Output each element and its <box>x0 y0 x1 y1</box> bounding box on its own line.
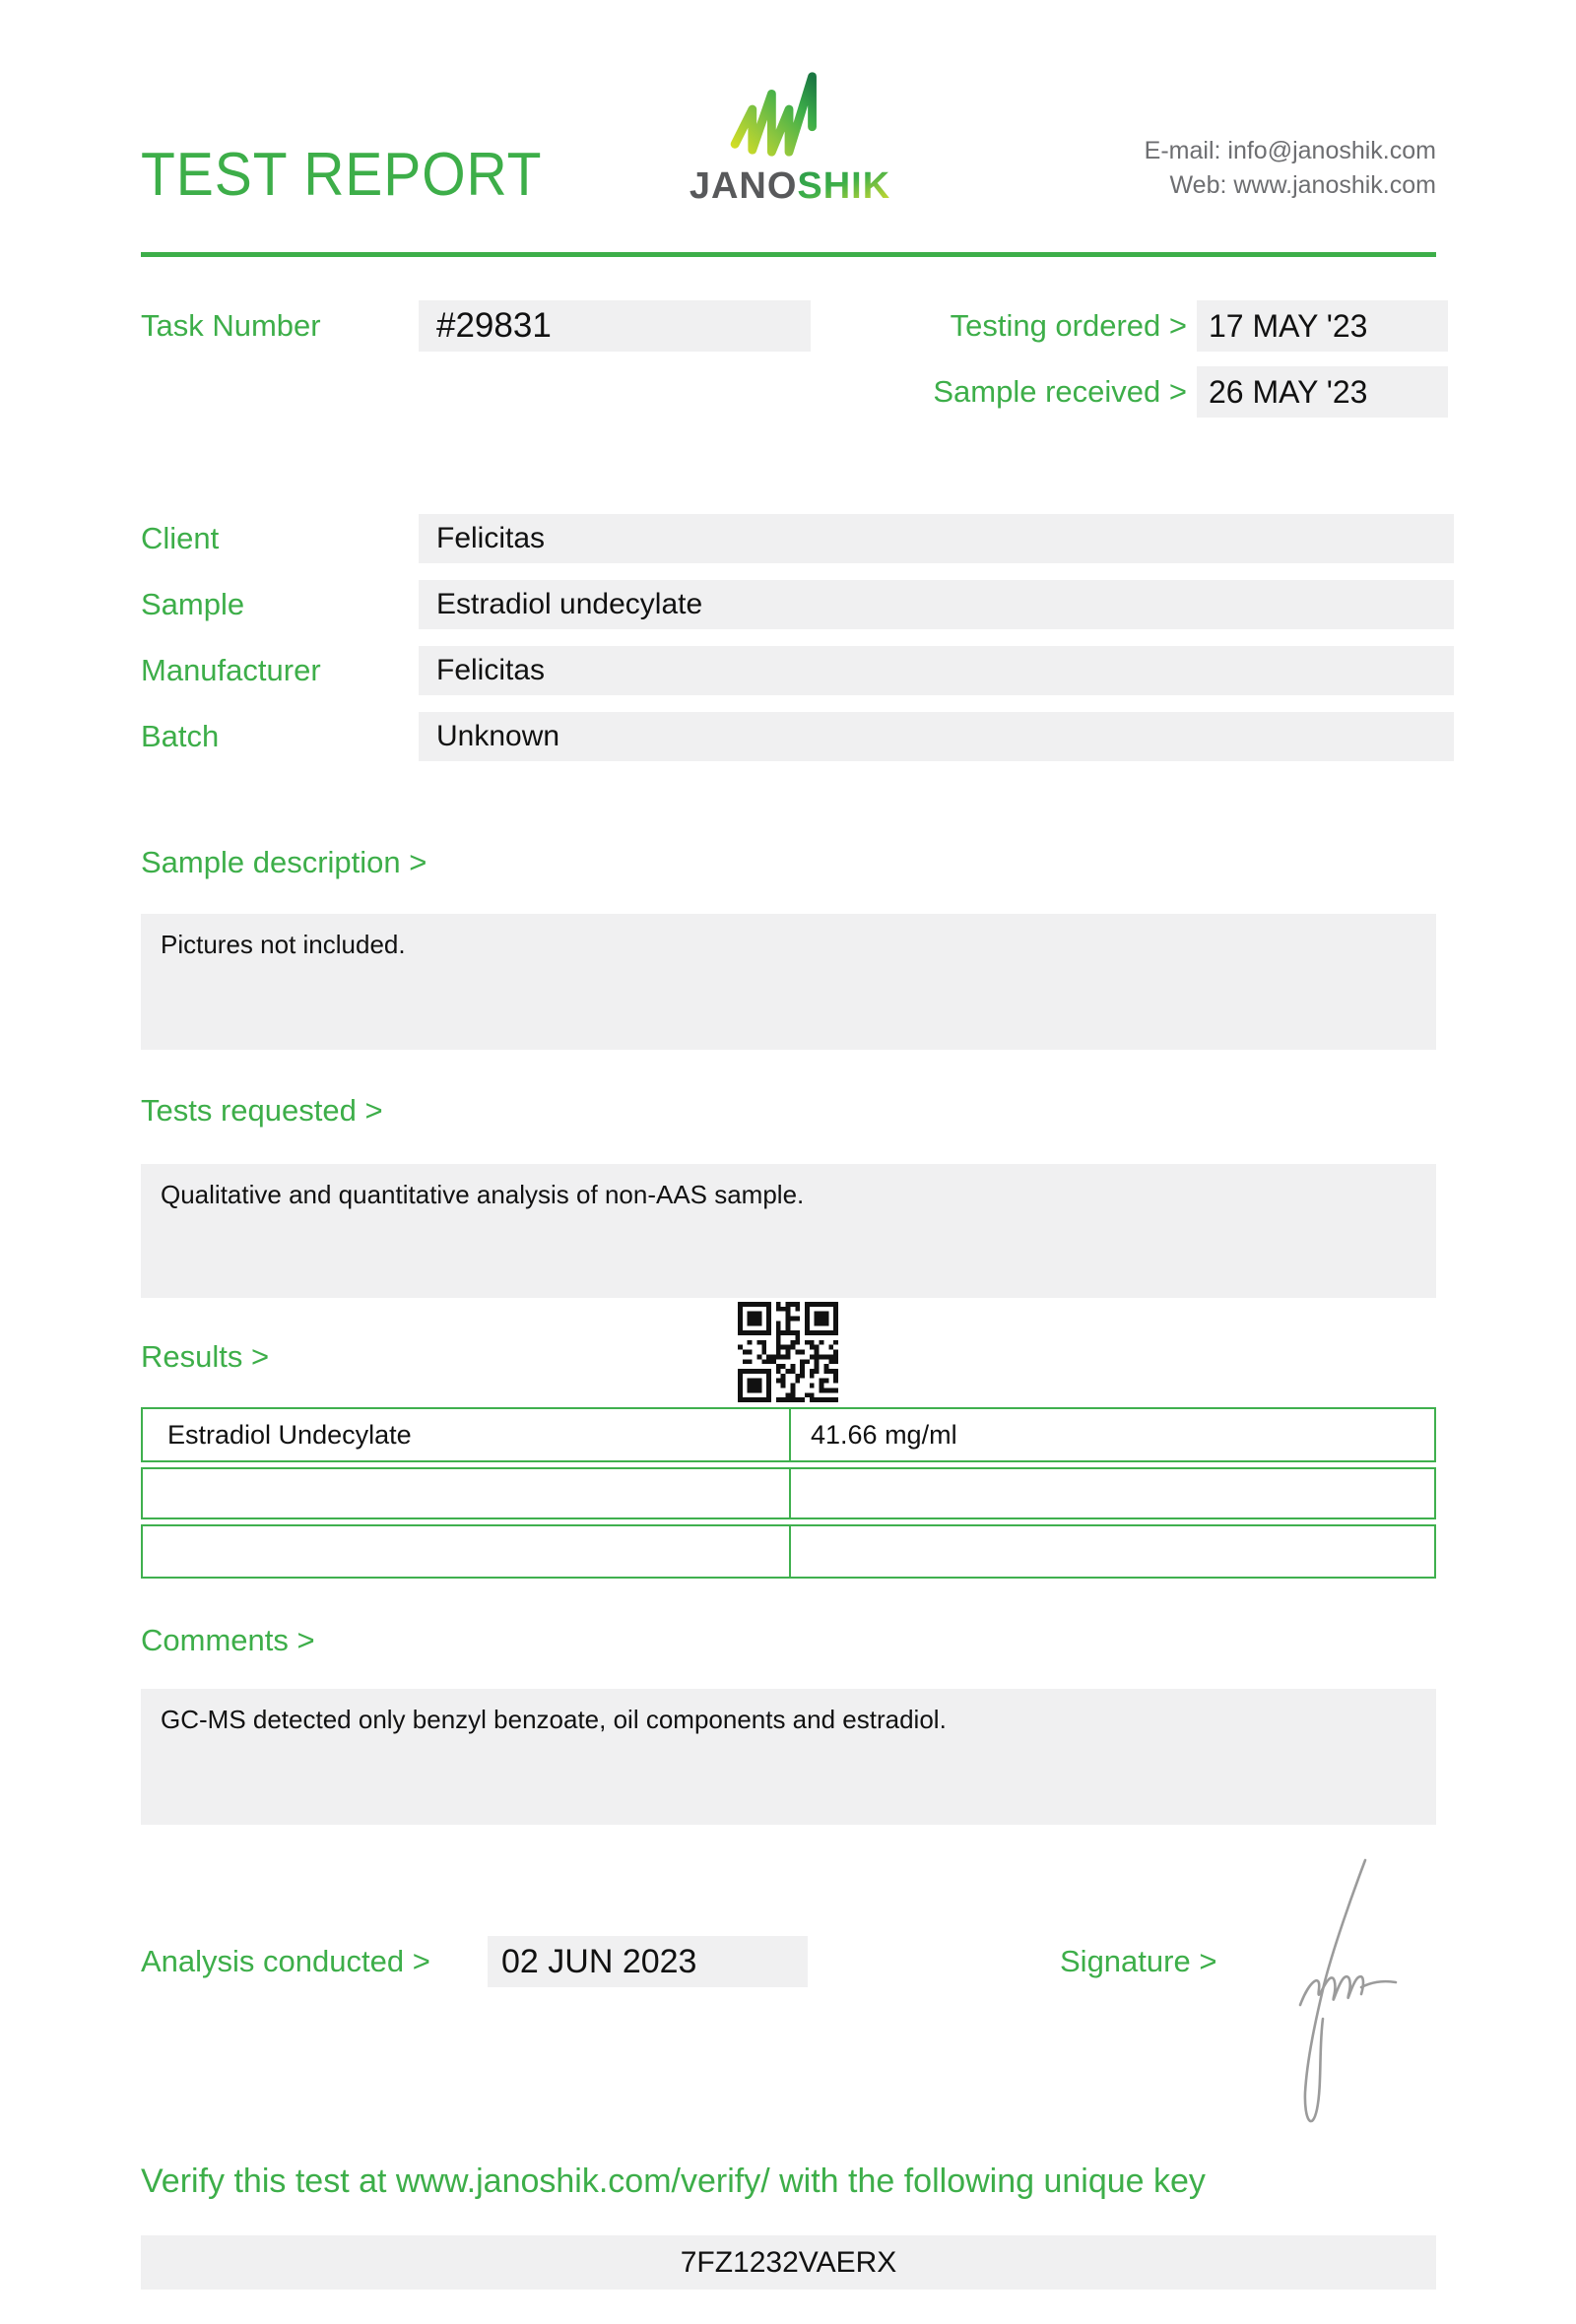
client-value: Felicitas <box>419 514 1454 563</box>
contact-web: Web: www.janoshik.com <box>1169 171 1436 199</box>
testing-ordered-value: 17 MAY '23 <box>1197 300 1448 352</box>
signature-image <box>1279 1855 1409 2142</box>
manufacturer-value: Felicitas <box>419 646 1454 695</box>
task-number-label: Task Number <box>141 308 321 343</box>
sample-value: Estradiol undecylate <box>419 580 1454 629</box>
table-row <box>141 1467 1436 1519</box>
client-label: Client <box>141 521 220 555</box>
sample-received-value: 26 MAY '23 <box>1197 366 1448 418</box>
logo-text-jano: JANO <box>689 165 798 207</box>
analysis-date-value: 02 JUN 2023 <box>488 1936 808 1987</box>
signature-label: Signature > <box>1060 1944 1217 1978</box>
logo-text <box>678 165 902 208</box>
manufacturer-label: Manufacturer <box>141 653 321 687</box>
logo <box>678 65 902 208</box>
sample-label: Sample <box>141 587 245 621</box>
analysis-conducted-label: Analysis conducted > <box>141 1944 430 1978</box>
sample-description-box <box>141 914 1436 1050</box>
comments-text: GC-MS detected only benzyl benzoate, oil components and estradiol. <box>161 1705 947 1734</box>
unique-key-value: 7FZ1232VAERX <box>680 2245 897 2279</box>
tests-requested-box <box>141 1164 1436 1298</box>
result-value-cell <box>791 1526 1434 1577</box>
task-number-value: #29831 <box>419 300 811 352</box>
table-row <box>141 1524 1436 1579</box>
page-title: TEST REPORT <box>141 141 543 209</box>
table-row <box>141 1407 1436 1462</box>
comments-box <box>141 1689 1436 1825</box>
result-substance-cell <box>143 1469 791 1517</box>
sample-description-heading: Sample description > <box>141 845 427 879</box>
testing-ordered-label: Testing ordered > <box>950 308 1187 343</box>
result-value-cell <box>791 1469 1434 1517</box>
results-heading: Results > <box>141 1339 270 1374</box>
sample-received-label: Sample received > <box>933 374 1187 409</box>
sample-description-text: Pictures not included. <box>161 930 406 959</box>
tests-requested-heading: Tests requested > <box>141 1093 383 1128</box>
logo-text-shik: SHIK <box>797 165 891 207</box>
contact-email: E-mail: info@janoshik.com <box>1144 137 1436 164</box>
result-value-cell: 41.66 mg/ml <box>811 1419 957 1450</box>
batch-label: Batch <box>141 719 220 753</box>
header-divider <box>141 252 1436 257</box>
result-substance-cell: Estradiol Undecylate <box>143 1409 791 1460</box>
verify-text: Verify this test at www.janoshik.com/verify/ with the following unique key <box>141 2163 1206 2200</box>
comments-heading: Comments > <box>141 1623 315 1657</box>
batch-value: Unknown <box>419 712 1454 761</box>
contact-info <box>1145 134 1436 203</box>
tests-requested-text: Qualitative and quantitative analysis of non-AAS sample. <box>161 1180 805 1209</box>
result-substance-cell <box>143 1526 791 1577</box>
qr-code <box>738 1302 838 1407</box>
chart-growth-icon <box>678 65 902 161</box>
unique-key-box <box>141 2235 1436 2290</box>
